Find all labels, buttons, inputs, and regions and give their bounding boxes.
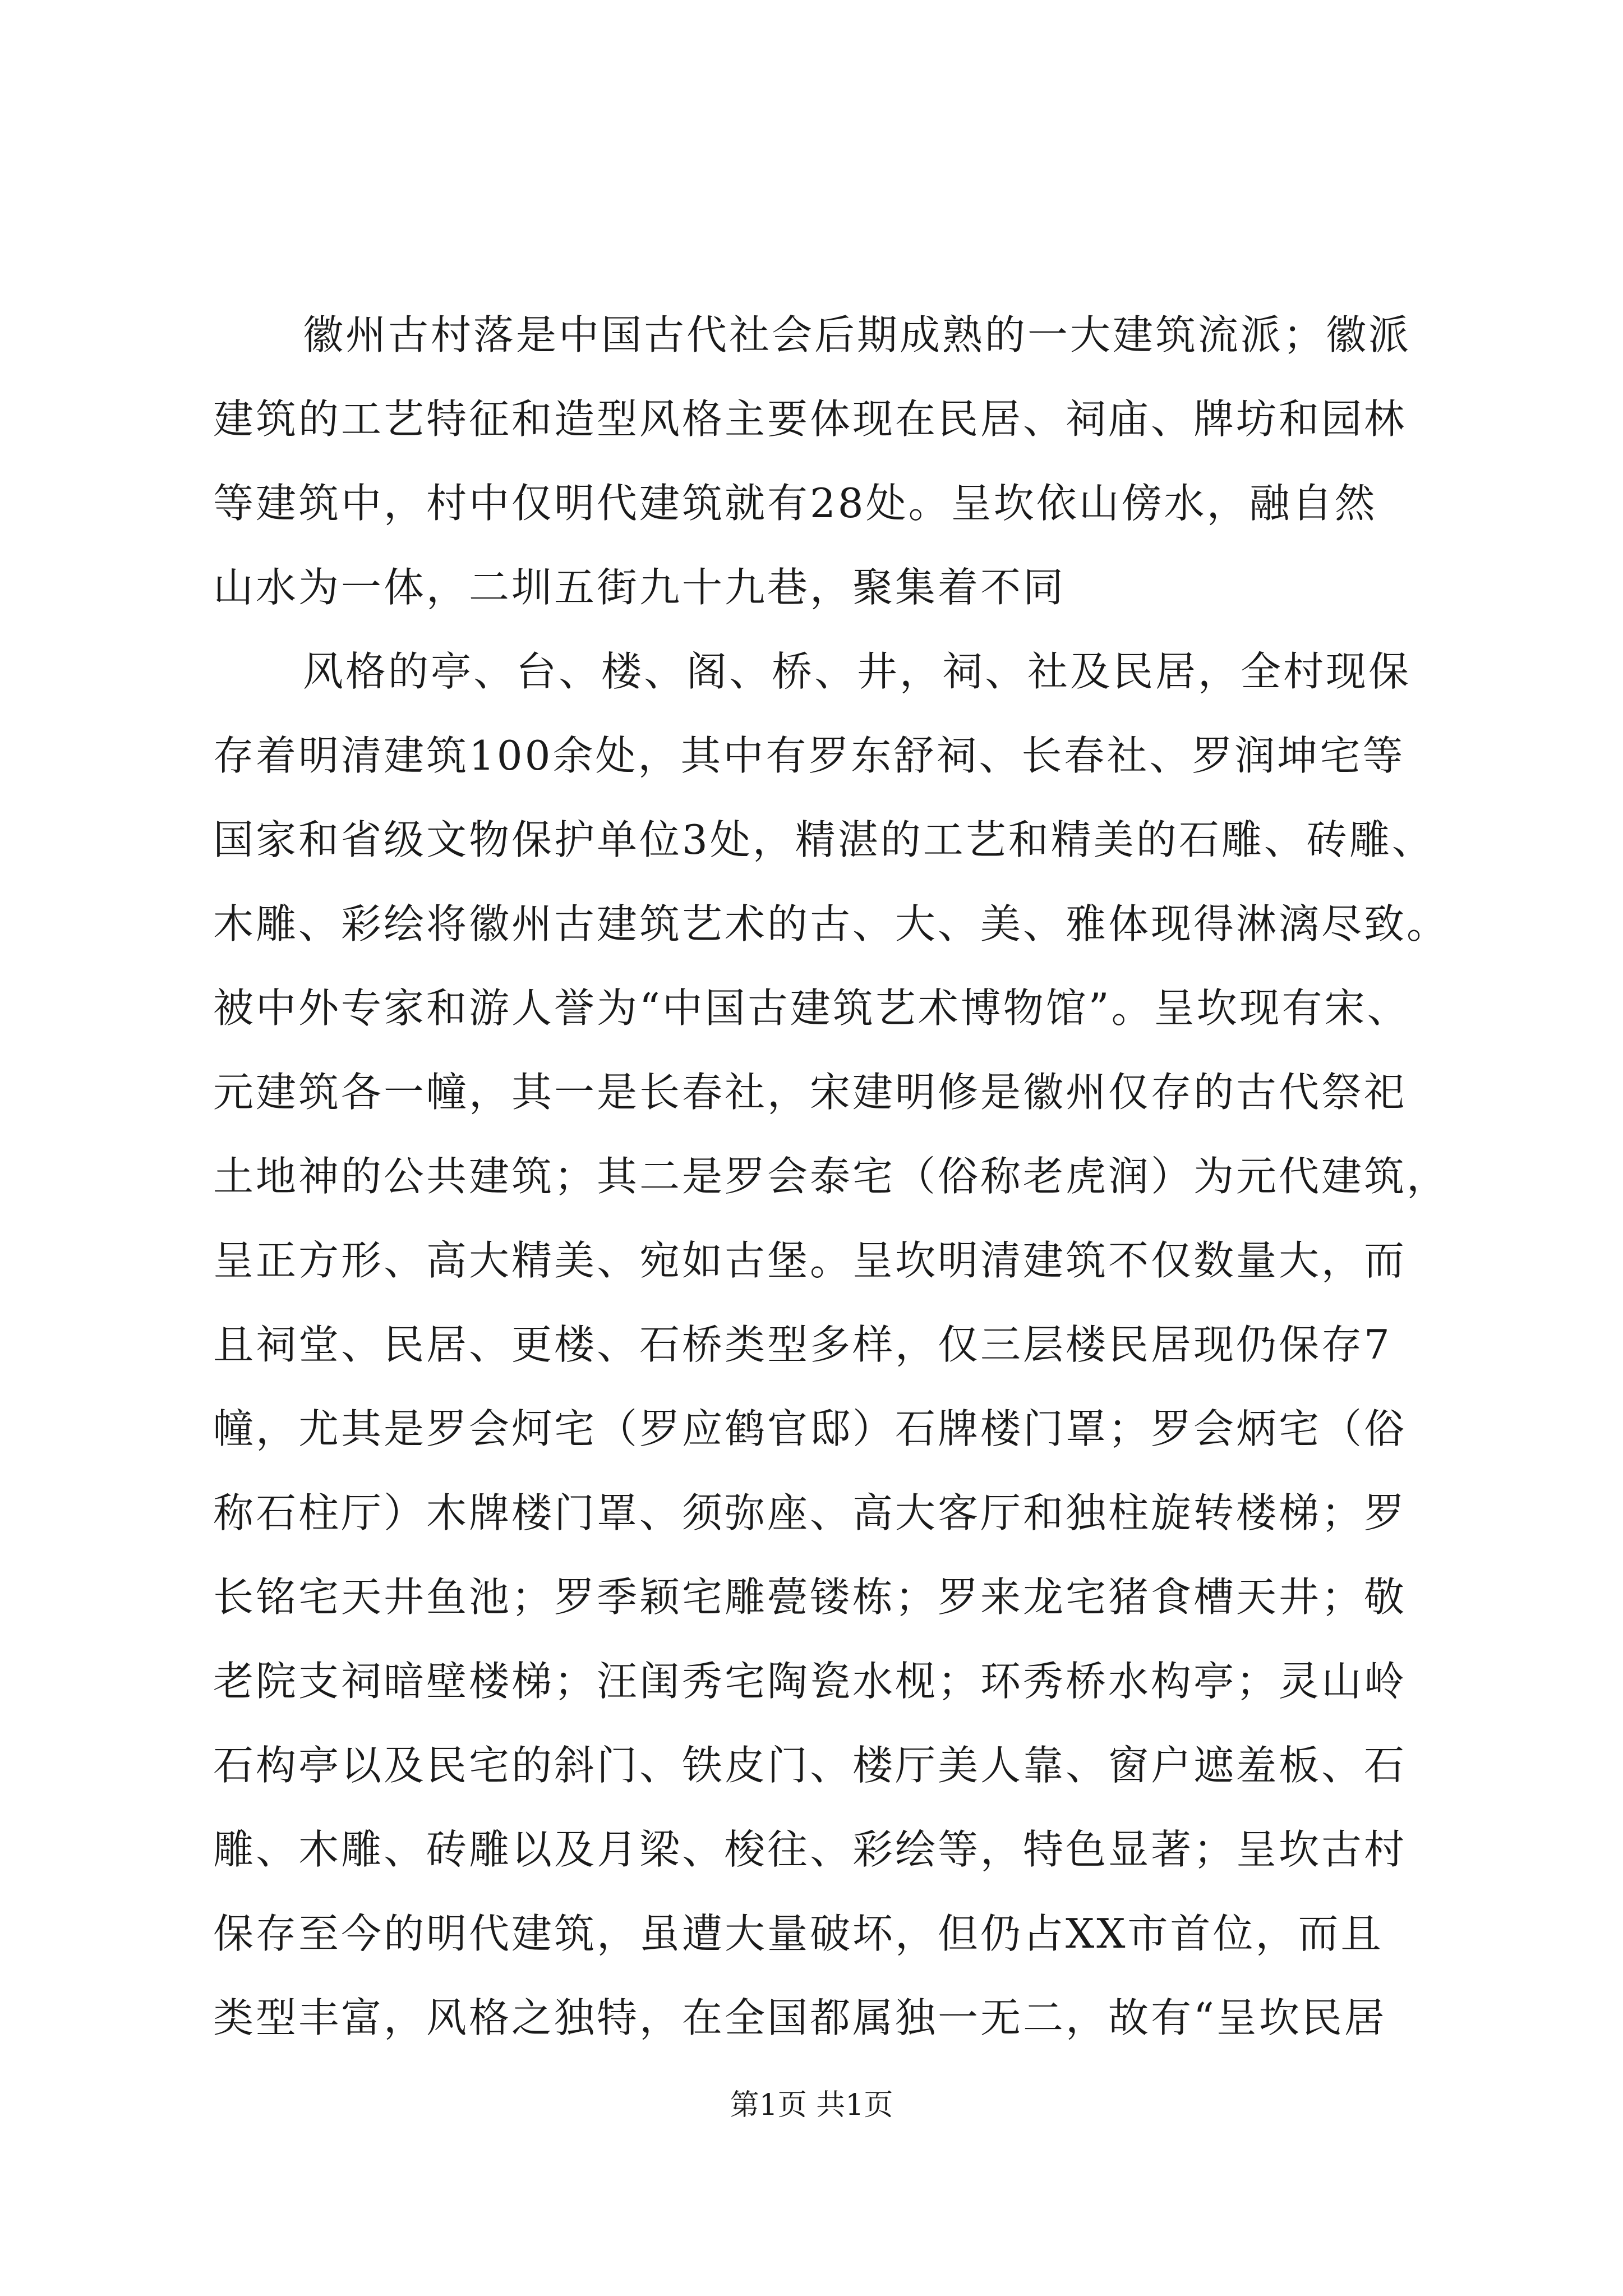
paragraph-line: 呈正方形、高大精美、宛如古堡。呈坎明清建筑不仅数量大，而 xyxy=(213,1237,1407,1284)
paragraph-line: 称石柱厅）木牌楼门罩、须弥座、高大客厅和独柱旋转楼梯；罗 xyxy=(213,1489,1407,1536)
paragraph-line: 雕、木雕、砖雕以及月梁、梭往、彩绘等，特色显著；呈坎古村 xyxy=(213,1826,1407,1873)
paragraph-line: 徽州古村落是中国古代社会后期成熟的一大建筑流派；徽派 xyxy=(303,311,1412,358)
paragraph-line: 幢，尤其是罗会炣宅（罗应鹤官邸）石牌楼门罩；罗会炳宅（俗 xyxy=(213,1405,1407,1452)
paragraph-line: 且祠堂、民居、更楼、石桥类型多样，仅三层楼民居现仍保存7 xyxy=(213,1321,1392,1368)
paragraph-line: 石构亭以及民宅的斜门、铁皮门、楼厅美人靠、窗户遮羞板、石 xyxy=(213,1742,1407,1789)
paragraph-line: 保存至今的明代建筑，虽遭大量破坏，但仍占XX市首位，而且 xyxy=(213,1910,1384,1957)
paragraph-line: 山水为一体，二圳五街九十九巷，聚集着不同 xyxy=(213,564,1066,611)
paragraph-line: 被中外专家和游人誉为“中国古建筑艺术博物馆”。呈坎现有宋、 xyxy=(213,984,1410,1032)
paragraph-line: 国家和省级文物保护单位3处，精湛的工艺和精美的石雕、砖雕、 xyxy=(213,816,1435,863)
paragraph-line: 存着明清建筑100余处，其中有罗东舒祠、长春社、罗润坤宅等 xyxy=(213,732,1405,779)
paragraph-line: 木雕、彩绘将徽州古建筑艺术的古、大、美、雅体现得淋漓尽致。 xyxy=(213,900,1450,947)
paragraph-line: 元建筑各一幢，其一是长春社，宋建明修是徽州仅存的古代祭祀 xyxy=(213,1069,1407,1116)
paragraph-line: 等建筑中，村中仅明代建筑就有28处。呈坎依山傍水，融自然 xyxy=(213,480,1377,527)
paragraph-line: 长铭宅天井鱼池；罗季颖宅雕甍镂栋；罗来龙宅猪食槽天井；敬 xyxy=(213,1573,1407,1621)
paragraph-line: 老院支祠暗壁楼梯；汪闺秀宅陶瓷水枧；环秀桥水构亭；灵山岭 xyxy=(213,1658,1407,1705)
paragraph-line: 风格的亭、台、楼、阁、桥、井，祠、社及民居，全村现保 xyxy=(303,648,1412,695)
page-footer: 第1页 共1页 xyxy=(730,2088,893,2122)
paragraph-line: 建筑的工艺特征和造型风格主要体现在民居、祠庙、牌坊和园林 xyxy=(213,395,1407,443)
paragraph-line: 土地神的公共建筑；其二是罗会泰宅（俗称老虎润）为元代建筑， xyxy=(213,1153,1450,1200)
paragraph-line: 类型丰富，风格之独特，在全国都属独一无二，故有“呈坎民居 xyxy=(213,1994,1387,2041)
